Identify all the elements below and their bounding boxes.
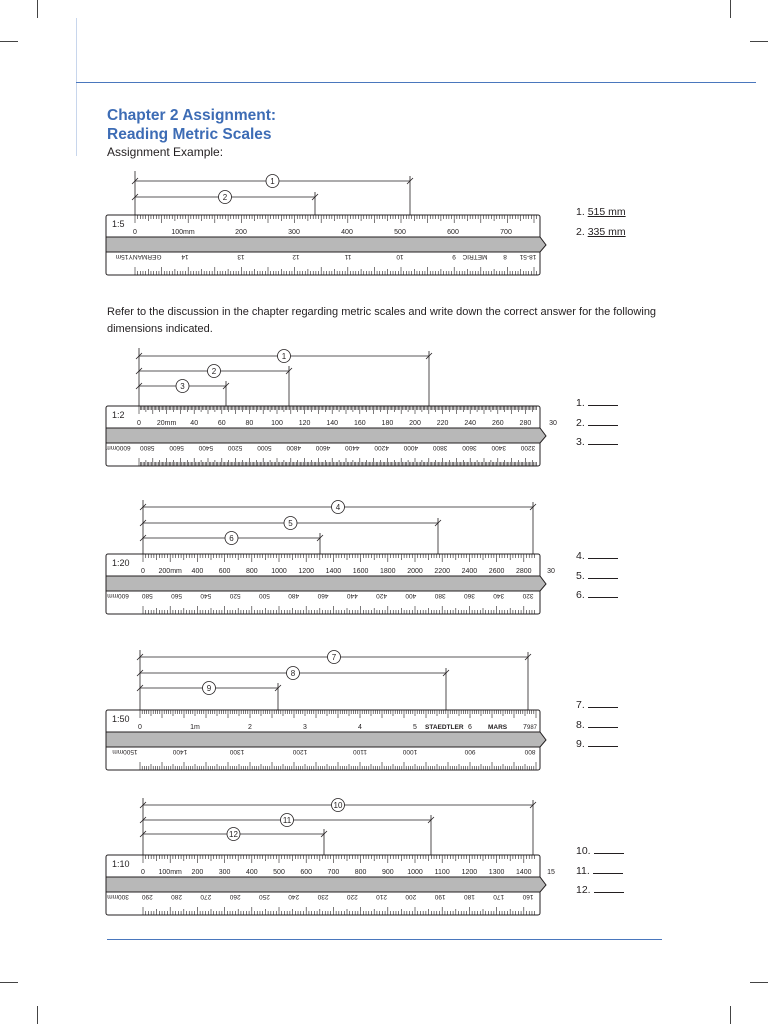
ruler-center-band	[106, 576, 546, 591]
ruler-bottom-label: 500	[258, 592, 270, 599]
answer-number: 2.	[576, 225, 585, 238]
answer-number: 7.	[576, 699, 585, 711]
ruler-bottom-label: 5000	[257, 444, 272, 451]
answer-number: 2.	[576, 416, 585, 429]
callout-number: 12	[229, 830, 238, 839]
ruler-top-label: 100mm	[171, 229, 195, 236]
crop-mark	[730, 0, 731, 18]
ruler-bottom-label: 160	[522, 893, 534, 900]
ruler-bottom-label: 800	[524, 748, 536, 755]
ruler-top-label: 2	[248, 724, 252, 731]
ruler-bottom-label: 170	[493, 893, 505, 900]
ruler-top-label: 6	[468, 724, 472, 731]
ruler-bottom-label: 210	[376, 893, 388, 900]
ruler-top-label: 0	[133, 229, 137, 236]
ruler-bottom-label: 290	[141, 893, 153, 900]
ruler-center-band	[106, 732, 546, 747]
ruler-bottom-label: 3400	[491, 444, 506, 451]
ruler-bottom-label: 4800	[286, 444, 301, 451]
ruler-bottom-label: 240	[288, 893, 300, 900]
ruler-top-label: 400	[245, 869, 258, 876]
ruler-top-label: 1600	[352, 568, 369, 575]
crop-mark	[750, 41, 768, 42]
ruler-top-label: 260	[491, 420, 504, 427]
ruler-top-label: 2800	[516, 568, 532, 575]
ruler-bottom-label: GERMANY	[128, 253, 162, 260]
ruler-top-label: 100mm	[158, 869, 182, 876]
ruler-bottom-label: 1200	[292, 748, 308, 755]
crop-mark	[730, 1006, 731, 1024]
ruler-bottom-label: 580	[141, 592, 153, 599]
ruler-top-label: 300	[218, 869, 231, 876]
callout-number: 8	[290, 669, 296, 678]
ruler-bottom-label: 4000	[403, 444, 419, 451]
answer-number: 1.	[576, 397, 585, 409]
ruler-bottom-label: 400	[405, 592, 417, 599]
ruler-top-label: 2000	[407, 568, 423, 575]
ruler-bottom-label: 10	[396, 253, 404, 260]
ruler-top-label: 700	[500, 229, 512, 236]
ruler-bottom-label: 1500mm	[112, 748, 138, 755]
crop-mark	[37, 1006, 38, 1024]
ruler-top-label: 140	[326, 420, 339, 427]
ruler-bottom-label: 230	[317, 893, 329, 900]
ruler-bottom-label: 3600	[462, 444, 477, 451]
ruler-top-label: 500	[273, 869, 285, 876]
ruler-brand: STAEDTLER	[425, 724, 464, 731]
answer-number: 1.	[576, 206, 585, 218]
ruler-top-label: 120	[298, 420, 311, 427]
crop-mark	[750, 982, 768, 983]
ruler-bottom-label: 270	[200, 893, 212, 900]
ruler-figure-example	[0, 168, 768, 288]
ruler-top-label: 0	[137, 420, 141, 427]
ruler-center-band	[106, 877, 546, 892]
ruler-bottom-label: 560	[171, 592, 183, 599]
ruler-center-band	[106, 237, 546, 252]
ruler-top-label: 700	[327, 869, 340, 876]
ruler-bottom-label: 260	[229, 893, 241, 900]
callout-number: 11	[282, 816, 292, 825]
ruler-bottom-label: 380	[434, 592, 446, 599]
ruler-code: 987	[527, 725, 538, 731]
assignment-example-label: Assignment Example:	[107, 145, 224, 159]
callout-number: 1	[281, 352, 287, 361]
answer-number: 11.	[576, 864, 590, 877]
ruler-top-label: 800	[245, 568, 258, 575]
callout-number: 1	[270, 177, 275, 186]
ruler-center-band	[106, 428, 546, 443]
answer-value: 515 mm	[587, 206, 626, 218]
ruler-top-label: 1000	[271, 568, 287, 575]
ruler-bottom-label: 4200	[374, 444, 389, 451]
callout-number: 5	[288, 519, 293, 528]
ruler-top-label: 1000	[407, 869, 423, 876]
answer-number: 10.	[576, 845, 591, 857]
ruler-bottom-label: 540	[200, 592, 212, 599]
ruler-top-label: 40	[190, 420, 199, 427]
ruler-bottom-label: 6000mm	[105, 444, 131, 451]
ruler-bottom-label: 340	[493, 592, 505, 599]
ruler-bottom-label: 280	[171, 893, 183, 900]
ruler-top-label: 60	[217, 420, 226, 427]
ruler-top-label: 900	[381, 869, 394, 876]
ruler-top-label: 200	[409, 420, 421, 427]
ruler-bottom-label: 480	[288, 592, 300, 599]
ruler-bottom-label: 5600	[169, 444, 184, 451]
ruler-top-label: 20mm	[156, 420, 177, 427]
margin-rule	[76, 18, 77, 156]
ruler-figure-2	[0, 497, 768, 632]
ruler-figure-3	[0, 647, 768, 777]
ruler-bottom-label: 200	[405, 893, 417, 900]
answer-number: 8.	[576, 718, 585, 731]
ruler-top-label: 4	[358, 724, 362, 731]
ruler-bottom-label: 440	[346, 592, 358, 599]
ruler-bottom-label: 180	[463, 893, 475, 900]
ruler-bottom-label: 3800	[432, 444, 448, 451]
answer-number: 9.	[576, 738, 585, 750]
callout-number: 2	[211, 367, 217, 376]
crop-mark	[0, 41, 18, 42]
ruler-bottom-label: 4400	[345, 444, 360, 451]
header-rule	[76, 82, 756, 83]
ruler-top-label: 1200	[298, 568, 314, 575]
callout-number: 6	[229, 534, 234, 543]
callout-number: 4	[335, 503, 341, 512]
ruler-bottom-label: 600mm	[107, 592, 129, 599]
ruler-top-label: 200	[191, 869, 204, 876]
callout-number: 7	[331, 653, 337, 662]
ruler-top-label: 30	[549, 420, 557, 427]
answer-number: 5.	[576, 569, 585, 582]
ruler-top-label: 500	[394, 229, 406, 236]
ruler-top-label: 5	[413, 724, 417, 731]
ruler-bottom-label: 420	[376, 592, 388, 599]
ruler-top-label: 600	[300, 869, 313, 876]
ruler-top-label: 200mm	[158, 568, 182, 575]
ruler-bottom-label: 900	[464, 748, 476, 755]
ruler-top-label: 1800	[380, 568, 396, 575]
ruler-bottom-label: 3200	[520, 444, 536, 451]
ruler-bottom-label: 13	[237, 253, 245, 260]
ruler-top-label: 1200	[461, 869, 478, 876]
ruler-top-label: 2200	[434, 568, 450, 575]
ruler-top-label: 7	[523, 724, 527, 731]
ruler-figure-1	[0, 345, 768, 475]
ruler-bottom-label: 1000	[402, 748, 418, 755]
ruler-bottom-label: 190	[434, 893, 446, 900]
ruler-top-label: 0	[141, 568, 145, 575]
ruler-bottom-label: 9	[452, 253, 456, 260]
ruler-scale-label: 1:50	[112, 714, 130, 724]
ruler-bottom-label: 320	[522, 592, 534, 599]
ruler-top-label: 600	[447, 229, 459, 236]
ruler-top-label: 240	[464, 420, 477, 427]
ruler-bottom-label: METRIC	[462, 253, 488, 260]
ruler-top-label: 100	[271, 420, 283, 427]
answer-number: 6.	[576, 589, 585, 601]
ruler-bottom-label: 520	[229, 592, 241, 599]
ruler-top-label: 600	[218, 568, 231, 575]
ruler-bottom-label: 5400	[198, 444, 214, 451]
ruler-bottom-label: 11	[344, 253, 352, 260]
ruler-top-label: 1400	[325, 568, 342, 575]
footer-rule	[107, 939, 662, 940]
ruler-bottom-label: 5800	[140, 444, 155, 451]
page-title	[107, 106, 276, 144]
ruler-figure-4	[0, 795, 768, 930]
ruler-top-label: 15	[547, 869, 555, 876]
ruler-top-label: 1m	[190, 724, 200, 731]
ruler-top-label: 200	[235, 229, 247, 236]
ruler-scale-label: 1:5	[112, 219, 125, 229]
ruler-top-label: 300	[288, 229, 300, 236]
ruler-bottom-label: 220	[346, 893, 358, 900]
answer-number: 12.	[576, 884, 591, 896]
ruler-scale-label: 1:2	[112, 410, 125, 420]
answer-value: 335 mm	[587, 225, 626, 238]
ruler-scale-label: 1:10	[112, 859, 130, 869]
ruler-bottom-label: 12	[292, 253, 300, 260]
ruler-bottom-label: 1300	[229, 748, 245, 755]
title-line-2: Reading Metric Scales	[107, 126, 272, 143]
ruler-bottom-label: 1400	[172, 748, 188, 755]
ruler-top-label: 280	[519, 420, 532, 427]
ruler-bottom-label: 18-51	[519, 253, 537, 260]
ruler-bottom-label: 8	[503, 253, 507, 260]
crop-mark	[37, 0, 38, 18]
ruler-bottom-label: 5200	[227, 444, 243, 451]
callout-number: 10	[333, 801, 343, 810]
ruler-top-label: 2400	[461, 568, 478, 575]
callout-number: 3	[180, 382, 185, 391]
ruler-bottom-label: 360	[463, 592, 475, 599]
ruler-top-label: 0	[141, 869, 145, 876]
ruler-top-label: 160	[353, 420, 366, 427]
ruler-top-label: 180	[381, 420, 394, 427]
crop-mark	[0, 982, 18, 983]
callout-number: 9	[206, 684, 212, 693]
ruler-bottom-label: 250	[258, 893, 270, 900]
ruler-top-label: 1300	[488, 869, 505, 876]
ruler-top-label: 30	[547, 568, 555, 575]
ruler-top-label: 400	[191, 568, 204, 575]
title-line-1: Chapter 2 Assignment:	[107, 107, 277, 124]
instructions-paragraph: Refer to the discussion in the chapter regarding metric scales and write down the correct answer for the following dimensions indicated.	[107, 306, 657, 335]
ruler-bottom-label: 460	[317, 592, 329, 599]
ruler-model: MARS	[488, 724, 508, 731]
ruler-top-label: 1400	[516, 869, 532, 876]
ruler-bottom-label: 1100	[353, 748, 367, 755]
ruler-top-label: 3	[303, 724, 307, 731]
answer-number: 3.	[576, 436, 585, 448]
ruler-top-label: 0	[138, 724, 142, 731]
ruler-top-label: 220	[436, 420, 449, 427]
ruler-top-label: 2600	[488, 568, 505, 575]
ruler-bottom-label: 14	[181, 253, 189, 260]
ruler-top-label: 80	[245, 420, 254, 427]
ruler-bottom-label: 4600	[315, 444, 331, 451]
ruler-top-label: 1100	[434, 869, 450, 876]
callout-number: 2	[222, 193, 228, 202]
ruler-bottom-label: 15m	[115, 253, 129, 260]
answer-number: 4.	[576, 550, 585, 562]
ruler-scale-label: 1:20	[112, 558, 130, 568]
ruler-top-label: 800	[354, 869, 367, 876]
ruler-bottom-label: 300mm	[107, 893, 129, 900]
ruler-top-label: 400	[341, 229, 353, 236]
